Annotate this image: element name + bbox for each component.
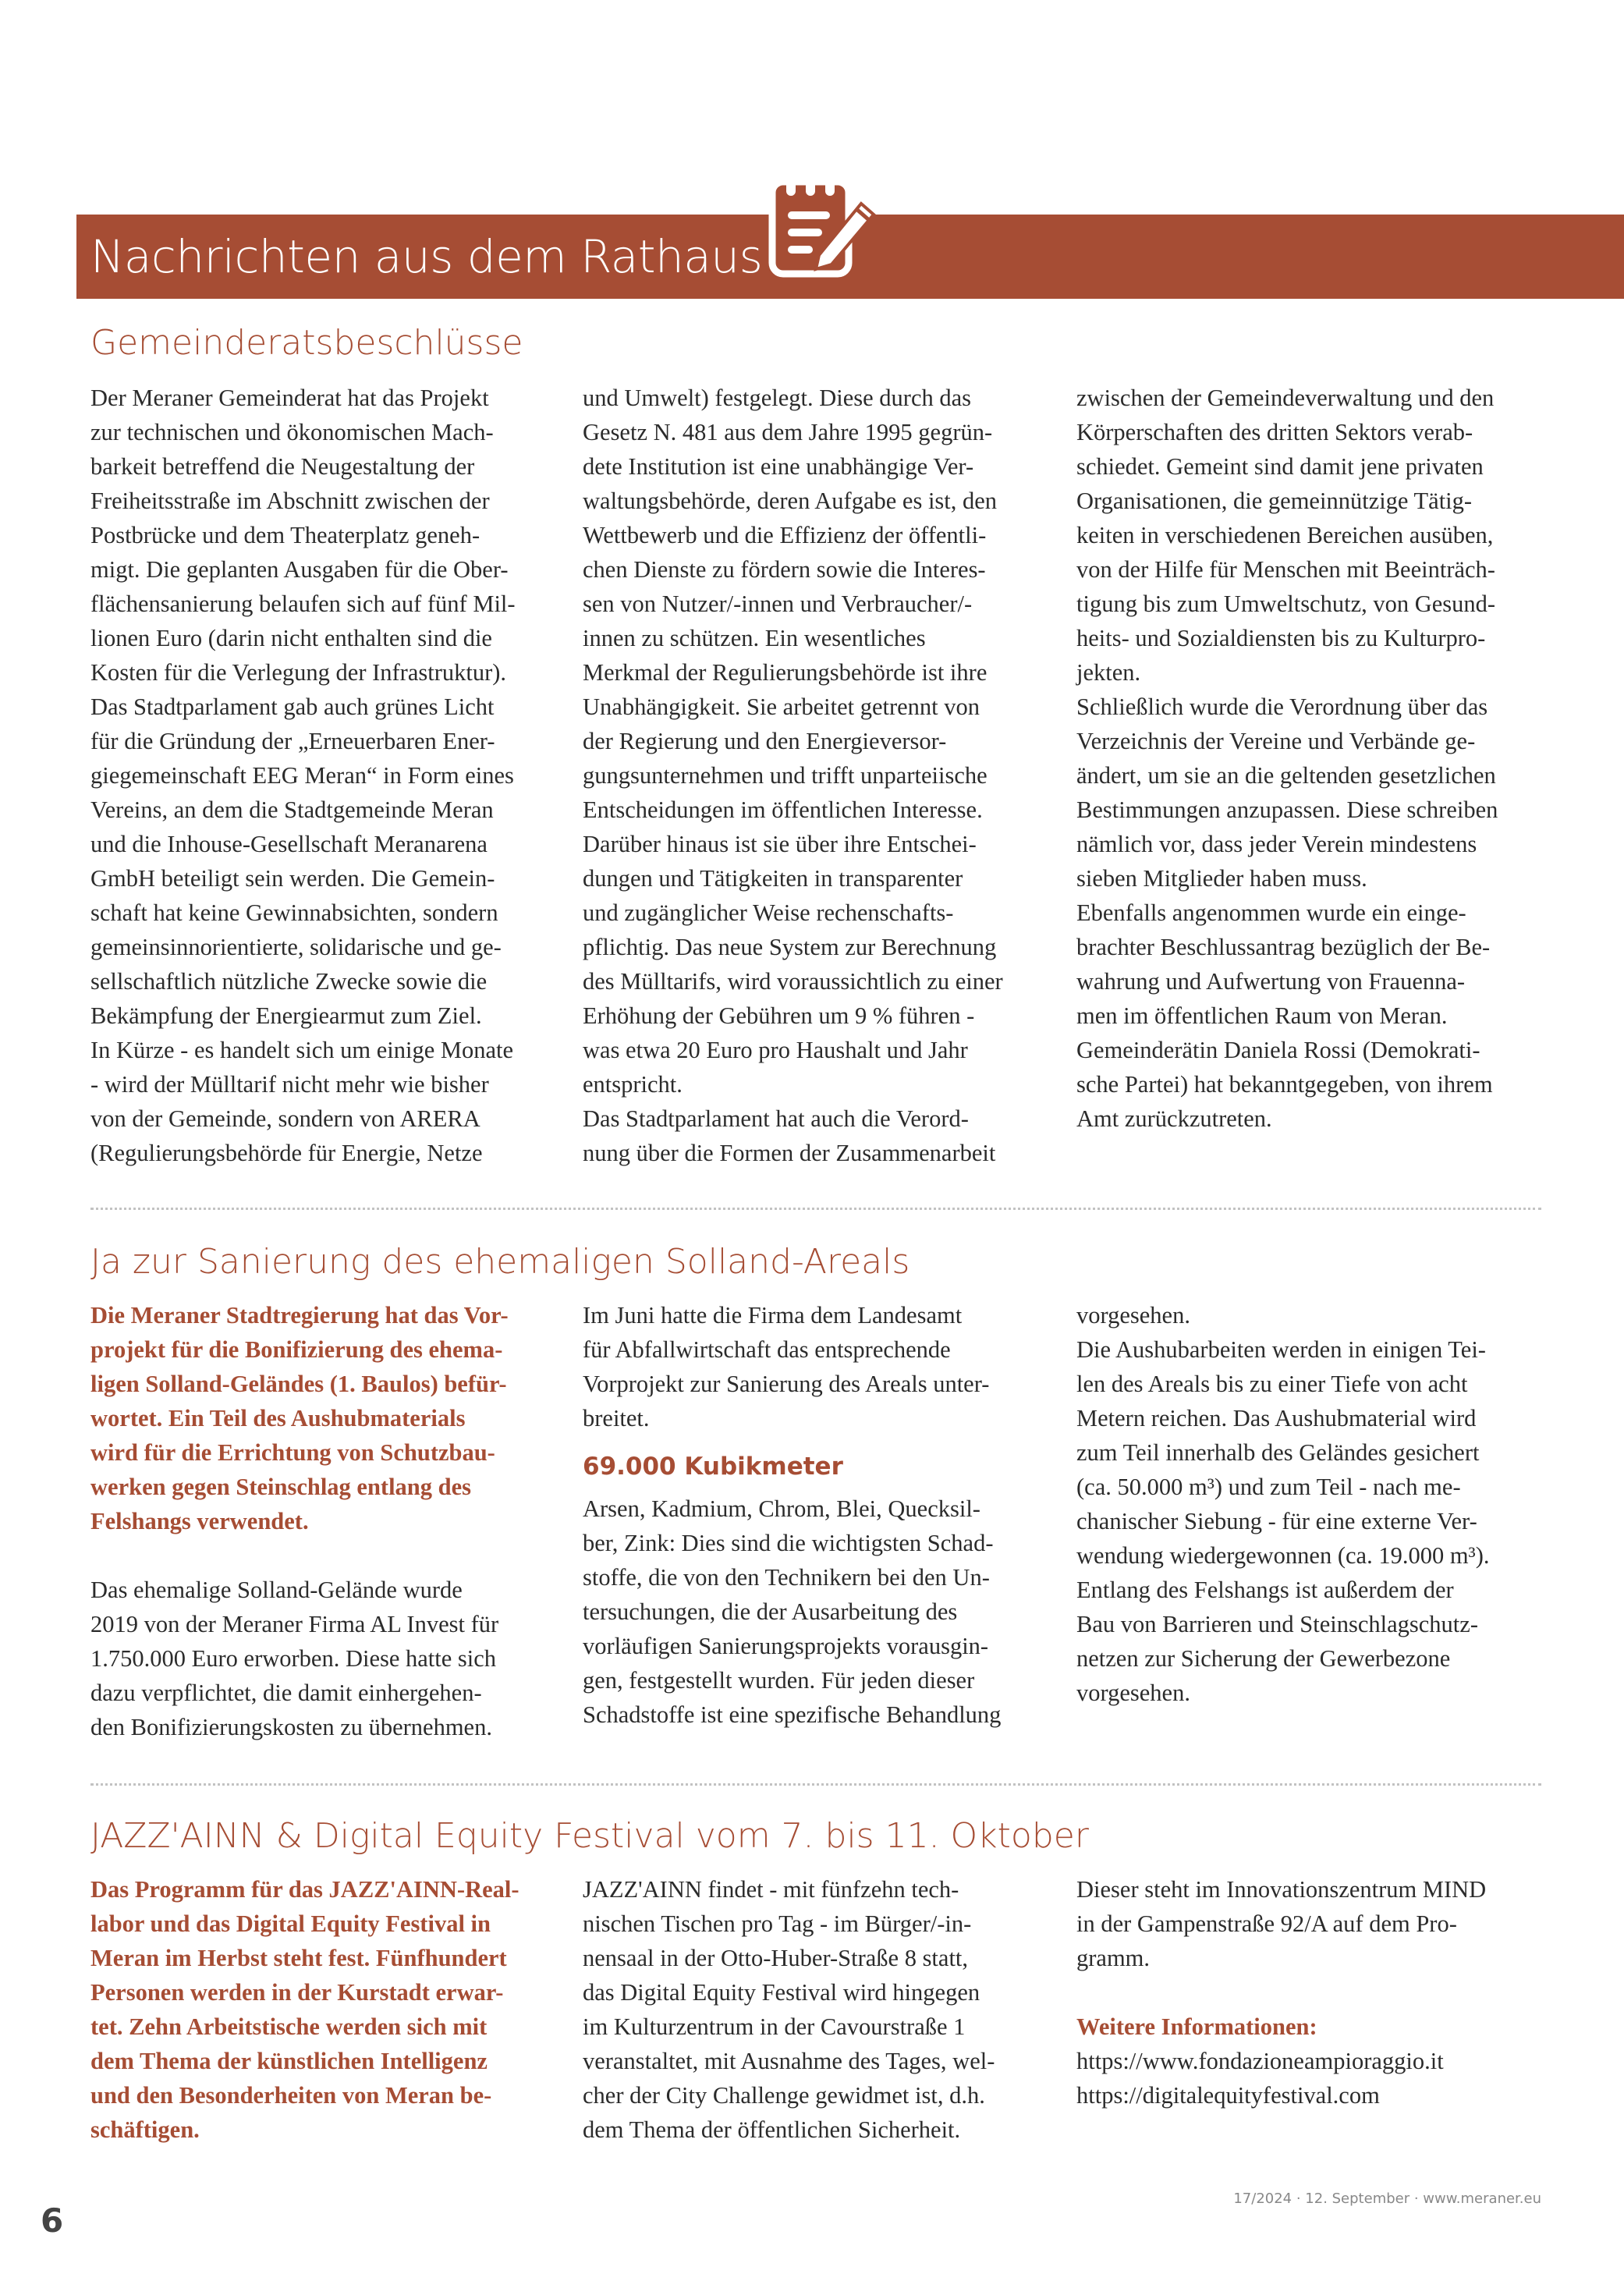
article-text: und Umwelt) festgelegt. Diese durch das Gesetz N. 481 aus dem Jahre 1995 gegrün- dete Institution ist eine unabhängige Ver- waltungsbehörde, deren Aufgabe es ist, den Wettbewerb und die Effizienz der öffentli- chen Dienste zu fördern sowie die Interes- sen von Nutzer/-innen und Verbraucher/- innen zu schützen. Ein wesentliches Merkmal der Regulierungsbehörde ist ihre Unabhängigkeit. Sie arbeitet getrennt von der Regierung und den Energieversor- gungsunternehmen und trifft unparteiische Entscheidungen im öffentlichen Interesse. Darüber hinaus ist sie über ihre Entschei- dungen und Tätigkeiten in transparenter und zugänglicher Weise rechenschafts- pflichtig. Das neue System zur Berechnung des Mülltarifs, wird voraussichtlich zu einer Erhöhung der Gebühren um 9 % führen - was etwa 20 Euro pro Haushalt und Jahr entspricht. Das Stadtparlament hat auch die Verord- nung über die Formen der Zusammenarbeit xyxy=(583,385,1003,1166)
article-lead: Die Meraner Stadtregierung hat das Vor- projekt für die Bonifizierung des ehema- ligen Solland-Geländes (1. Baulos) befür- wortet. Ein Teil des Aushubmaterials wird für die Errichtung von Schutzbau- werken gegen Steinschlag entlang des Felshangs verwendet. xyxy=(90,1302,509,1534)
article-text: zwischen der Gemeindeverwaltung und den Körperschaften des dritten Sektors verab- schiedet. Gemeint sind damit jene privaten Organisationen, die gemeinnützige Tätig- keiten in verschiedenen Bereichen ausüben, von der Hilfe für Menschen mit Beeinträch- tigung bis zum Umweltschutz, von Gesund- heits- und Sozialdiensten bis zu Kulturpro- jekten. Schließlich wurde die Verordnung über das Verzeichnis der Vereine und Verbände ge- ändert, um sie an die geltenden gesetzlichen Bestimmungen anzupassen. Diese schreiben nämlich vor, dass jeder Verein mindestens sieben Mitglieder haben muss. Ebenfalls angenommen wurde ein einge- brachter Beschlussantrag bezüglich der Be- wahrung und Aufwertung von Frauenna- men im öffentlichen Raum von Meran. Gemeinderätin Daniela Rossi (Demokrati- sche Partei) hat bekanntgegeben, von ihrem Amt zurückzutreten. xyxy=(1076,385,1498,1132)
section-title-gemeinderatsbeschluesse: Gemeinderatsbeschlüsse xyxy=(90,323,523,363)
article-column-2 xyxy=(583,1298,1058,1732)
page-title: Nachrichten aus dem Rathaus xyxy=(90,230,763,283)
article-text: Der Meraner Gemeinderat hat das Projekt zur technischen und ökonomischen Mach- barkeit betreffend die Neugestaltung der Freiheitsstraße im Abschnitt zwischen der Postbrücke und dem Theaterplatz geneh- migt. Die geplanten Ausgaben für die Ober- flächensanierung belaufen sich auf fünf Mil- lionen Euro (darin nicht enthalten sind die Kosten für die Verlegung der Infrastruktur). Das Stadtparlament gab auch grünes Licht für die Gründung der „Erneuerbaren Ener- giegemeinschaft EEG Meran“ in Form eines Vereins, an dem die Stadtgemeinde Meran und die Inhouse-Gesellschaft Meranarena GmbH beteiligt sein werden. Die Gemein- schaft hat keine Gewinnabsichten, sondern gemeinsinnorientierte, solidarische und ge- sellschaftlich nützliche Zwecke sowie die Bekämpfung der Energiearmut zum Ziel. In Kürze - es handelt sich um einige Monate - wird der Mülltarif nicht mehr wie bisher von der Gemeinde, sondern von ARERA (Regulierungsbehörde für Energie, Netze xyxy=(90,385,516,1166)
article-text: Im Juni hatte die Firma dem Landesamt für Abfallwirtschaft das entsprechende Vorprojekt zur Sanierung des Areals unter- breitet. xyxy=(583,1302,990,1431)
section-title-jazzainn: JAZZ'AINN & Digital Equity Festival vom 7. bis 11. Oktober xyxy=(90,1816,1089,1856)
article-column-2 xyxy=(583,1872,1058,2147)
article-lead: Das Programm für das JAZZ'AINN-Real- labor und das Digital Equity Festival in Meran im Herbst steht fest. Fünfhundert Personen werden in der Kurstadt erwar- tet. Zehn Arbeitstische werden sich mit dem Thema der künstlichen Intelligenz und den Besonderheiten von Meran be- schäftigen. xyxy=(90,1876,519,2143)
article-column-1 xyxy=(90,1872,566,2147)
section-divider xyxy=(90,1208,1541,1210)
info-link-fondazione[interactable]: https://www.fondazioneampioraggio.it xyxy=(1076,2048,1444,2074)
section-divider xyxy=(90,1783,1541,1786)
article-text: Dieser steht im Innovationszentrum MIND in der Gampenstraße 92/A auf dem Pro- gramm. xyxy=(1076,1876,1487,1971)
info-heading: Weitere Informationen: xyxy=(1076,2013,1317,2040)
article-text: JAZZ'AINN findet - mit fünfzehn tech- nischen Tischen pro Tag - im Bürger/-in- nensaal in der Otto-Huber-Straße 8 statt, das Digital Equity Festival wird hingegen im Kulturzentrum in der Cavourstraße 1 veranstaltet, mit Ausnahme des Tages, wel- cher der City Challenge gewidmet ist, d.h. dem Thema der öffentlichen Sicherheit. xyxy=(583,1876,995,2143)
article-column-3 xyxy=(1076,381,1552,1136)
article-text: vorgesehen. Die Aushubarbeiten werden in einigen Tei- len des Areals bis zu einer Tiefe von acht Metern reichen. Das Aushubmaterial wird zum Teil innerhalb des Geländes gesichert (ca. 50.000 m³) und zum Teil - nach me- chanischer Siebung - für eine externe Ver- wendung wiedergewonnen (ca. 19.000 m³). Entlang des Felshangs ist außerdem der Bau von Barrieren und Steinschlagschutz- netzen zur Sicherung der Gewerbezone vorgesehen. xyxy=(1076,1302,1490,1706)
article-column-1 xyxy=(90,381,566,1170)
article-column-1 xyxy=(90,1298,566,1744)
footer-issue-info: 17/2024 · 12. September · www.meraner.eu xyxy=(1233,2191,1541,2207)
article-column-3 xyxy=(1076,1298,1552,1710)
article-column-3 xyxy=(1076,1872,1552,2112)
section-title-solland: Ja zur Sanierung des ehemaligen Solland-Areals xyxy=(90,1242,910,1282)
article-subheading: 69.000 Kubikmeter xyxy=(583,1453,843,1481)
article-column-2 xyxy=(583,381,1058,1170)
article-text: Arsen, Kadmium, Chrom, Blei, Quecksil- ber, Zink: Dies sind die wichtigsten Schad- stoffe, die von den Technikern bei den Un- tersuchungen, die der Ausarbeitung des vorläufigen Sanierungsprojekts vorausgin- gen, festgestellt wurden. Für jeden dieser Schadstoffe ist eine spezifische Behandlung xyxy=(583,1495,1002,1728)
notepad-pencil-icon xyxy=(764,160,878,278)
info-link-digitalequity[interactable]: https://digitalequityfestival.com xyxy=(1076,2082,1380,2109)
article-text: Das ehemalige Solland-Gelände wurde 2019 von der Meraner Firma AL Invest für 1.750.000 Euro erworben. Diese hatte sich dazu verpflichtet, die damit einhergehen- den Bonifizierungskosten zu übernehmen. xyxy=(90,1577,499,1740)
page-number: 6 xyxy=(41,2201,64,2240)
